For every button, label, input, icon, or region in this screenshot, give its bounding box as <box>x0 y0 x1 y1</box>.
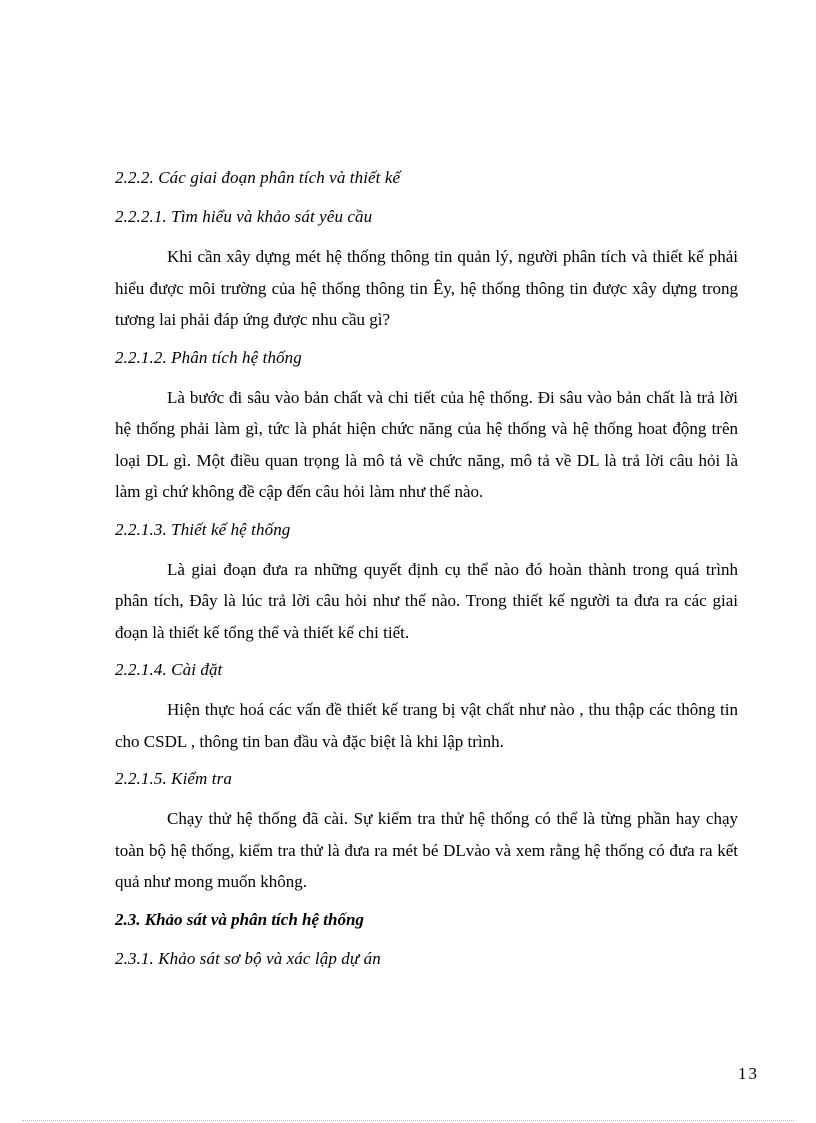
paragraph-system-design: Là giai đoạn đưa ra những quyết định cụ thể nào đó hoàn thành trong quá trình phân tích, Đây là lúc trả lời câu hỏi như thế nào. Trong thiết kế người ta đưa ra các giai đoạn là thiết kế tổng thể và thiết kế chi tiết. <box>115 559 738 642</box>
heading-2-2-1-2: 2.2.1.2. Phân tích hệ thống <box>115 347 302 367</box>
heading-2-2-1-3: 2.2.1.3. Thiết kế hệ thống <box>115 519 291 539</box>
heading-2-2-2-1: 2.2.2.1. Tìm hiểu và khảo sát yêu cầu <box>115 207 373 226</box>
footer-divider <box>22 1120 794 1121</box>
paragraph-testing: Chạy thử hệ thống đã cài. Sự kiểm tra thử hệ thống có thể là từng phần hay chạy toàn bộ hệ thống, kiểm tra thử là đưa ra mét bé DLvào và xem rằng hệ thống có đưa ra kết quả như mong muốn không. <box>115 809 738 891</box>
heading-2-2-1-5: 2.2.1.5. Kiểm tra <box>115 769 232 788</box>
page-number: 13 <box>738 1064 759 1083</box>
heading-2-2-1-4: 2.2.1.4. Cài đặt <box>115 660 223 679</box>
heading-2-2-2: 2.2.2. Các giai đoạn phân tích và thiết kế <box>115 168 401 187</box>
heading-2-3: 2.3. Khảo sát và phân tích hệ thống <box>115 909 364 929</box>
document-body <box>115 167 738 987</box>
heading-2-3-1: 2.3.1. Khảo sát sơ bộ và xác lập dự án <box>115 948 381 968</box>
paragraph-installation: Hiện thực hoá các vấn đề thiết kế trang bị vật chất như nào , thu thập các thông tin cho CSDL , thông tin ban đầu và đặc biệt là khi lập trình. <box>115 700 738 751</box>
paragraph-system-analysis: Là bước đi sâu vào bản chất và chi tiết của hệ thống. Đi sâu vào bản chất là trả lời hệ thống phải làm gì, tức là phát hiện chức năng của hệ thống và hệ thống hoat động trên loại DL gì. Một điều quan trọng là mô tả về chức năng, mô tả về DL là trả lời câu hỏi là làm gì chứ không đề cập đến câu hỏi làm như thế nào. <box>115 387 738 501</box>
paragraph-requirements-survey: Khi cần xây dựng mét hệ thống thông tin quản lý, người phân tích và thiết kế phải hiểu được môi trường của hệ thống thông tin Êy, hệ thống thông tin được xây dựng trong tương lai phải đáp ứng được nhu cầu gì? <box>115 247 738 329</box>
